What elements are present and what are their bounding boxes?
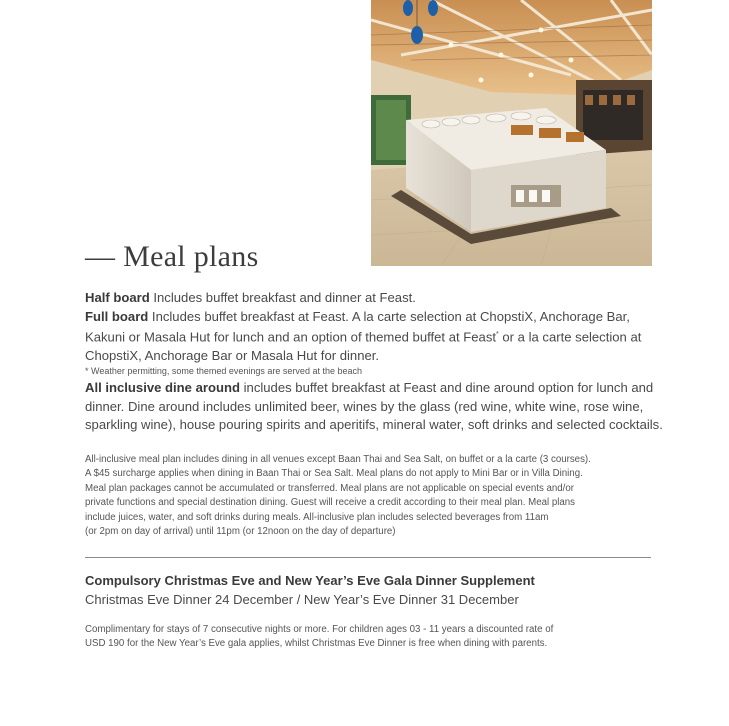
fine-line: All-inclusive meal plan includes dining in all venues except Baan Thai and Sea Salt, on buffet or a la carte (3 courses).: [85, 454, 591, 465]
fine-line: A $45 surcharge applies when dining in Baan Thai or Sea Salt. Meal plans do not apply to Mini Bar or in Villa Dining.: [85, 468, 583, 480]
full-board-description-cont: or a la carte selection at ChopstiX, Anchorage Bar or Masala Hut for dinner.: [85, 329, 642, 363]
all-inclusive-description: includes buffet breakfast at Feast and dine around option for lunch and dinner. Dine around includes unlimited beer, wines by the glass (red wine, white wine, rose wine, sparkling wine), house pouring spirits and aperitifs, mineral water, soft drinks and selected cocktails.: [85, 380, 663, 433]
full-board-title: Full board: [85, 308, 149, 324]
buffet-restaurant-image: [371, 0, 652, 266]
all-inclusive-plan: [85, 379, 665, 435]
full-board-description: Includes buffet breakfast at Feast. A la carte selection at ChopstiX, Anchorage Bar, Kakuni or Masala Hut for lunch and an option of themed buffet at Feast: [85, 308, 630, 345]
weather-asterisk: *: [496, 331, 499, 338]
restaurant-photo: [371, 0, 652, 266]
meal-plan-fine-print: [85, 453, 655, 539]
fine-line: Meal plan packages cannot be accumulated or transferred. Meal plans are not applicable on special events and/or: [85, 482, 574, 494]
fine-line: private functions and special destination dining. Guest will receive a credit according to their meal plan. Meal plans: [85, 497, 576, 509]
gala-line: Complimentary for stays of 7 consecutive nights or more. For children ages 03 - 11 years a discounted rate of: [85, 624, 554, 635]
half-board-description: Includes buffet breakfast and dinner at Feast.: [149, 290, 416, 305]
fine-line: include juices, water, and soft drinks during meals. All-inclusive plan includes selected beverages from 11am: [85, 511, 549, 523]
all-inclusive-title: All inclusive dine around: [85, 380, 240, 396]
half-board-title: Half board: [85, 290, 150, 305]
fine-line: (or 2pm on day of arrival) until 11pm (or 12noon on the day of departure): [85, 526, 396, 538]
weather-note: * Weather permitting, some themed evenings are served at the beach: [85, 366, 362, 377]
meal-plan-list: [85, 289, 665, 435]
page-title: — Meal plans: [85, 240, 259, 273]
gala-line: USD 190 for the New Year’s Eve gala applies, whilst Christmas Eve Dinner is free when dining with parents.: [85, 638, 548, 650]
full-board-plan: [85, 308, 665, 366]
gala-dinner-title: Compulsory Christmas Eve and New Year’s Eve Gala Dinner Supplement: [85, 573, 535, 588]
section-divider: [85, 557, 651, 558]
gala-dinner-terms: [85, 623, 645, 652]
half-board-plan: [85, 289, 665, 308]
gala-dinner-dates: Christmas Eve Dinner 24 December / New Year’s Eve Dinner 31 December: [85, 592, 519, 607]
